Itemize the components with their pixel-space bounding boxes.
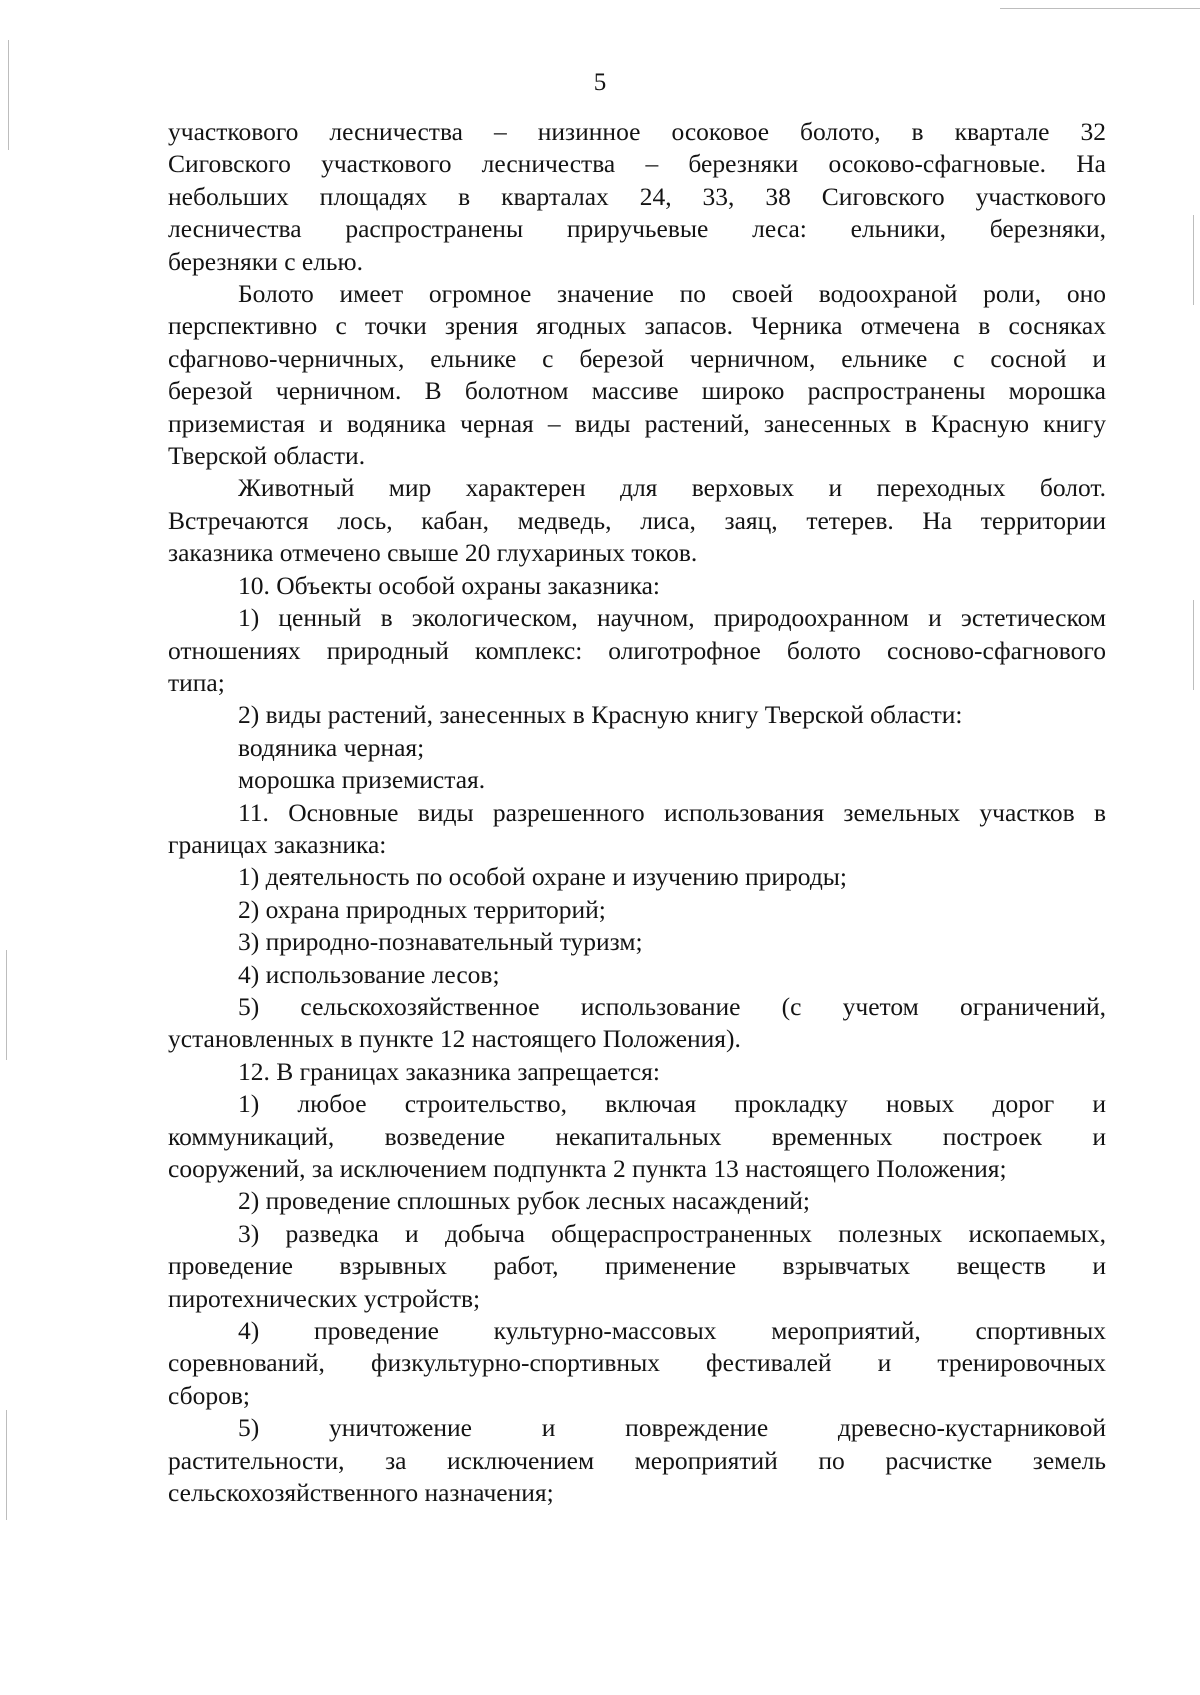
- section-heading: 10. Объекты особой охраны заказника:: [238, 570, 660, 600]
- list-item: 4) проведение культурно-массовых мероприятий, спортивных: [238, 1316, 1106, 1346]
- scan-edge-line-right-2: [1193, 600, 1194, 690]
- page-number: 5: [593, 69, 607, 96]
- text-line: растительности, за исключением мероприятий по расчистке земель: [168, 1445, 1106, 1475]
- section-12-prohibitions: [168, 1056, 1106, 1510]
- text-line: отношениях природный комплекс: олиготрофное болото сосново-сфагнового: [168, 635, 1106, 665]
- text-line: сооружений, за исключением подпункта 2 пункта 13 настоящего Положения;: [168, 1154, 1007, 1183]
- text-line: Животный мир характерен для верховых и переходных болот.: [238, 473, 1106, 503]
- section-heading: границах заказника:: [168, 829, 387, 859]
- list-item: 2) охрана природных территорий;: [238, 894, 606, 924]
- section-heading: 12. В границах заказника запрещается:: [238, 1056, 660, 1086]
- text-line: соревнований, физкультурно-спортивных фестивалей и тренировочных: [168, 1348, 1106, 1378]
- document-body: [168, 116, 1106, 1509]
- text-line: приземистая и водяника черная – виды растений, занесенных в Красную книгу: [168, 408, 1106, 438]
- text-line: Встречаются лось, кабан, медведь, лиса, заяц, тетерев. На территории: [168, 505, 1106, 535]
- scan-edge-line-right: [1193, 215, 1194, 305]
- list-item: 3) разведка и добыча общераспространенных полезных ископаемых,: [238, 1218, 1106, 1248]
- text-line: типа;: [168, 667, 225, 697]
- text-line: Тверской области.: [168, 441, 366, 471]
- list-item: 1) деятельность по особой охране и изучению природы;: [238, 862, 848, 892]
- text-line: коммуникаций, возведение некапитальных временных построек и: [168, 1121, 1106, 1151]
- scan-edge-line-left-2: [6, 950, 7, 1060]
- list-item: 2) проведение сплошных рубок лесных насаждений;: [238, 1186, 810, 1216]
- text-line: проведение взрывных работ, применение взрывчатых веществ и: [168, 1251, 1106, 1281]
- list-item: 5) уничтожение и повреждение древесно-кустарниковой: [238, 1413, 1106, 1443]
- scan-edge-line-left-3: [6, 1410, 7, 1520]
- section-heading: 11. Основные виды разрешенного использования земельных участков в: [238, 797, 1106, 827]
- text-line: Сиговского участкового лесничества – березняки осоково-сфагновые. На: [168, 149, 1106, 179]
- paragraph-fauna: [168, 472, 1106, 569]
- list-item: морошка приземистая.: [238, 765, 486, 795]
- list-item: 1) любое строительство, включая прокладку новых дорог и: [238, 1089, 1106, 1119]
- list-item: 3) природно-познавательный туризм;: [238, 927, 643, 957]
- text-line: заказника отмечено свыше 20 глухариных токов.: [168, 538, 698, 568]
- text-line: небольших площадях в кварталах 24, 33, 38 Сиговского участкового: [168, 181, 1106, 211]
- text-line: 1) ценный в экологическом, научном, природоохранном и эстетическом: [238, 603, 1106, 633]
- text-line: перспективно с точки зрения ягодных запасов. Черника отмечена в сосняках: [168, 311, 1106, 341]
- text-line: сфагново-черничных, ельнике с березой черничном, ельнике с сосной и: [168, 343, 1106, 373]
- section-11-permitted-uses: [168, 797, 1106, 1056]
- list-item: 2) виды растений, занесенных в Красную книгу Тверской области:: [238, 700, 963, 730]
- list-item: водяника черная;: [238, 732, 425, 762]
- text-line: березой черничном. В болотном массиве широко распространены морошка: [168, 376, 1106, 406]
- text-line: установленных в пункте 12 настоящего Положения).: [168, 1024, 741, 1054]
- scan-edge-line-top: [1000, 8, 1200, 9]
- text-line: сельскохозяйственного назначения;: [168, 1478, 554, 1508]
- paragraph-forest-description: [168, 116, 1106, 278]
- text-line: лесничества распространены приручьевые леса: ельники, березняки,: [168, 214, 1106, 244]
- text-line: участкового лесничества – низинное осоковое болото, в квартале 32: [168, 117, 1106, 146]
- list-item: 5) сельскохозяйственное использование (с учетом ограничений,: [238, 991, 1106, 1021]
- paragraph-bog-value: [168, 278, 1106, 472]
- section-10-protected-objects: [168, 570, 1106, 797]
- text-line: пиротехнических устройств;: [168, 1283, 481, 1313]
- text-line: Болото имеет огромное значение по своей водоохраной роли, оно: [238, 279, 1106, 309]
- list-item: 4) использование лесов;: [238, 959, 500, 989]
- text-line: сборов;: [168, 1380, 250, 1410]
- text-line: березняки с елью.: [168, 246, 363, 276]
